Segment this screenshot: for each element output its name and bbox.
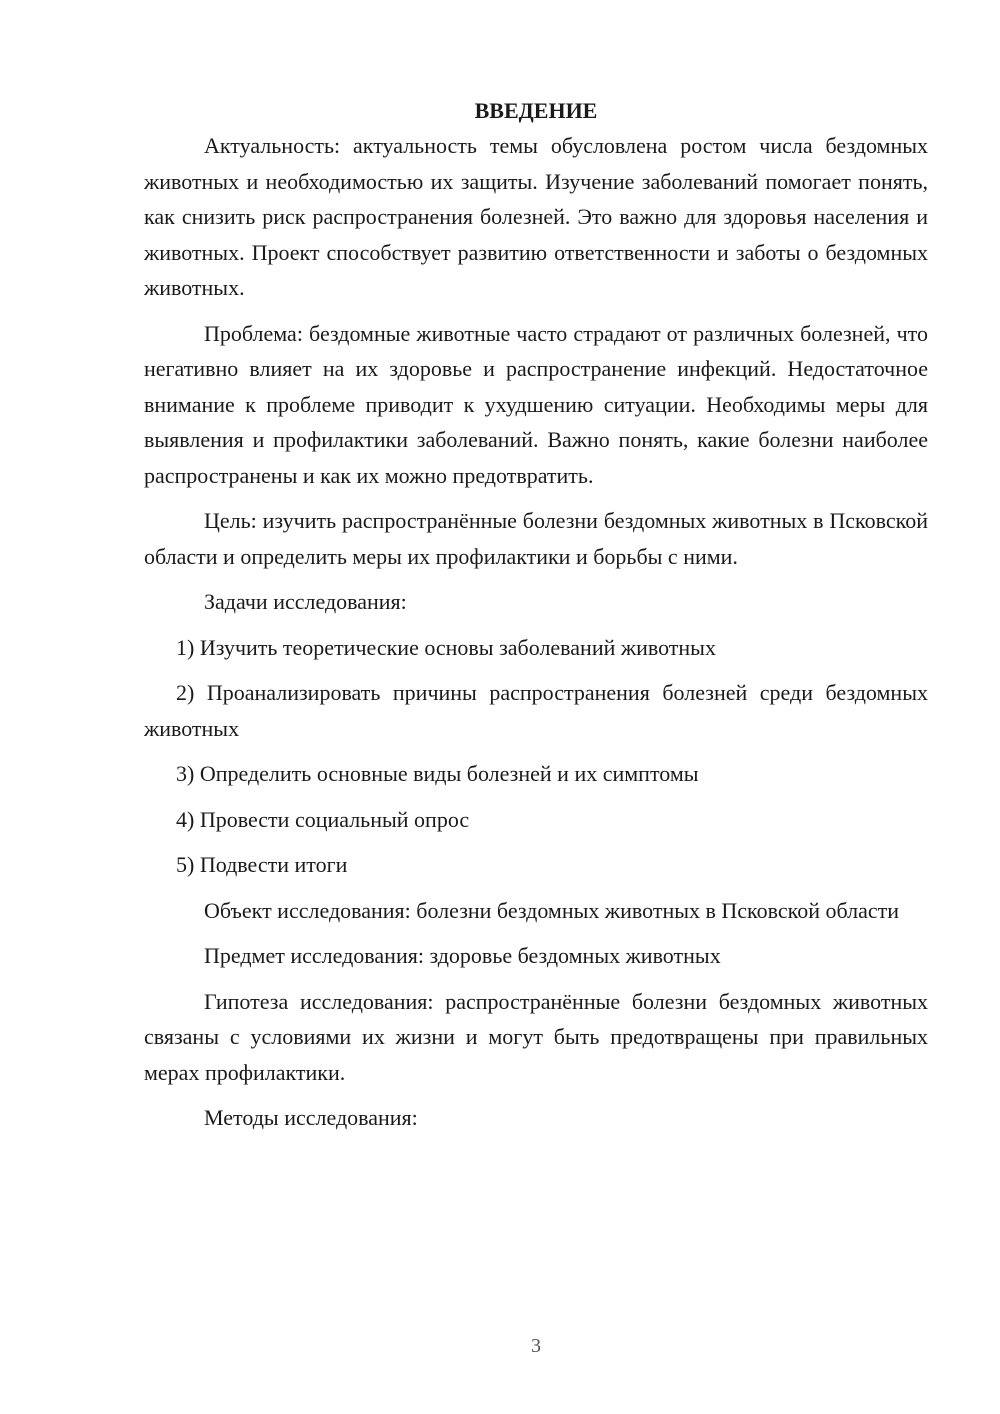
paragraph-hypothesis: Гипотеза исследования: распространённые болезни бездомных животных связаны с условиями их жизни и могут быть предотвращены при правильных мерах профилактики.	[144, 988, 928, 1085]
task-item-5: 5) Подвести итоги	[176, 852, 348, 877]
paragraph-methods: Методы исследования:	[204, 1105, 418, 1130]
page-content	[144, 94, 928, 1136]
paragraph-problem: Проблема: бездомные животные часто страдают от различных болезней, что негативно влияет на их здоровье и распространение инфекций. Недостаточное внимание к проблеме приводит к ухудшению ситуации. Необходимы меры для выявления и профилактики заболеваний. Важно понять, какие болезни наиболее распространены и как их можно предотвратить.	[144, 320, 928, 488]
task-item-3: 3) Определить основные виды болезней и их симптомы	[176, 761, 699, 786]
paragraph-relevance: Актуальность: актуальность темы обусловлена ростом числа бездомных животных и необходимостью их защиты. Изучение заболеваний помогает понять, как снизить риск распространения болезней. Это важно для здоровья населения и животных. Проект способствует развитию ответственности и заботы о бездомных животных.	[144, 133, 928, 300]
task-item-2: 2) Проанализировать причины распространения болезней среди бездомных животных	[144, 680, 928, 741]
paragraph-goal: Цель: изучить распространённые болезни бездомных животных в Псковской области и определить меры их профилактики и борьбы с ними.	[144, 508, 928, 569]
task-item-1: 1) Изучить теоретические основы заболеваний животных	[176, 634, 716, 660]
page-number: 3	[531, 1335, 541, 1357]
page-title: ВВЕДЕНИЕ	[474, 98, 598, 123]
paragraph-subject: Предмет исследования: здоровье бездомных животных	[204, 943, 721, 968]
paragraph-object: Объект исследования: болезни бездомных животных в Псковской области	[204, 897, 900, 923]
paragraph-tasks-heading: Задачи исследования:	[204, 589, 407, 614]
task-item-4: 4) Провести социальный опрос	[176, 806, 470, 832]
